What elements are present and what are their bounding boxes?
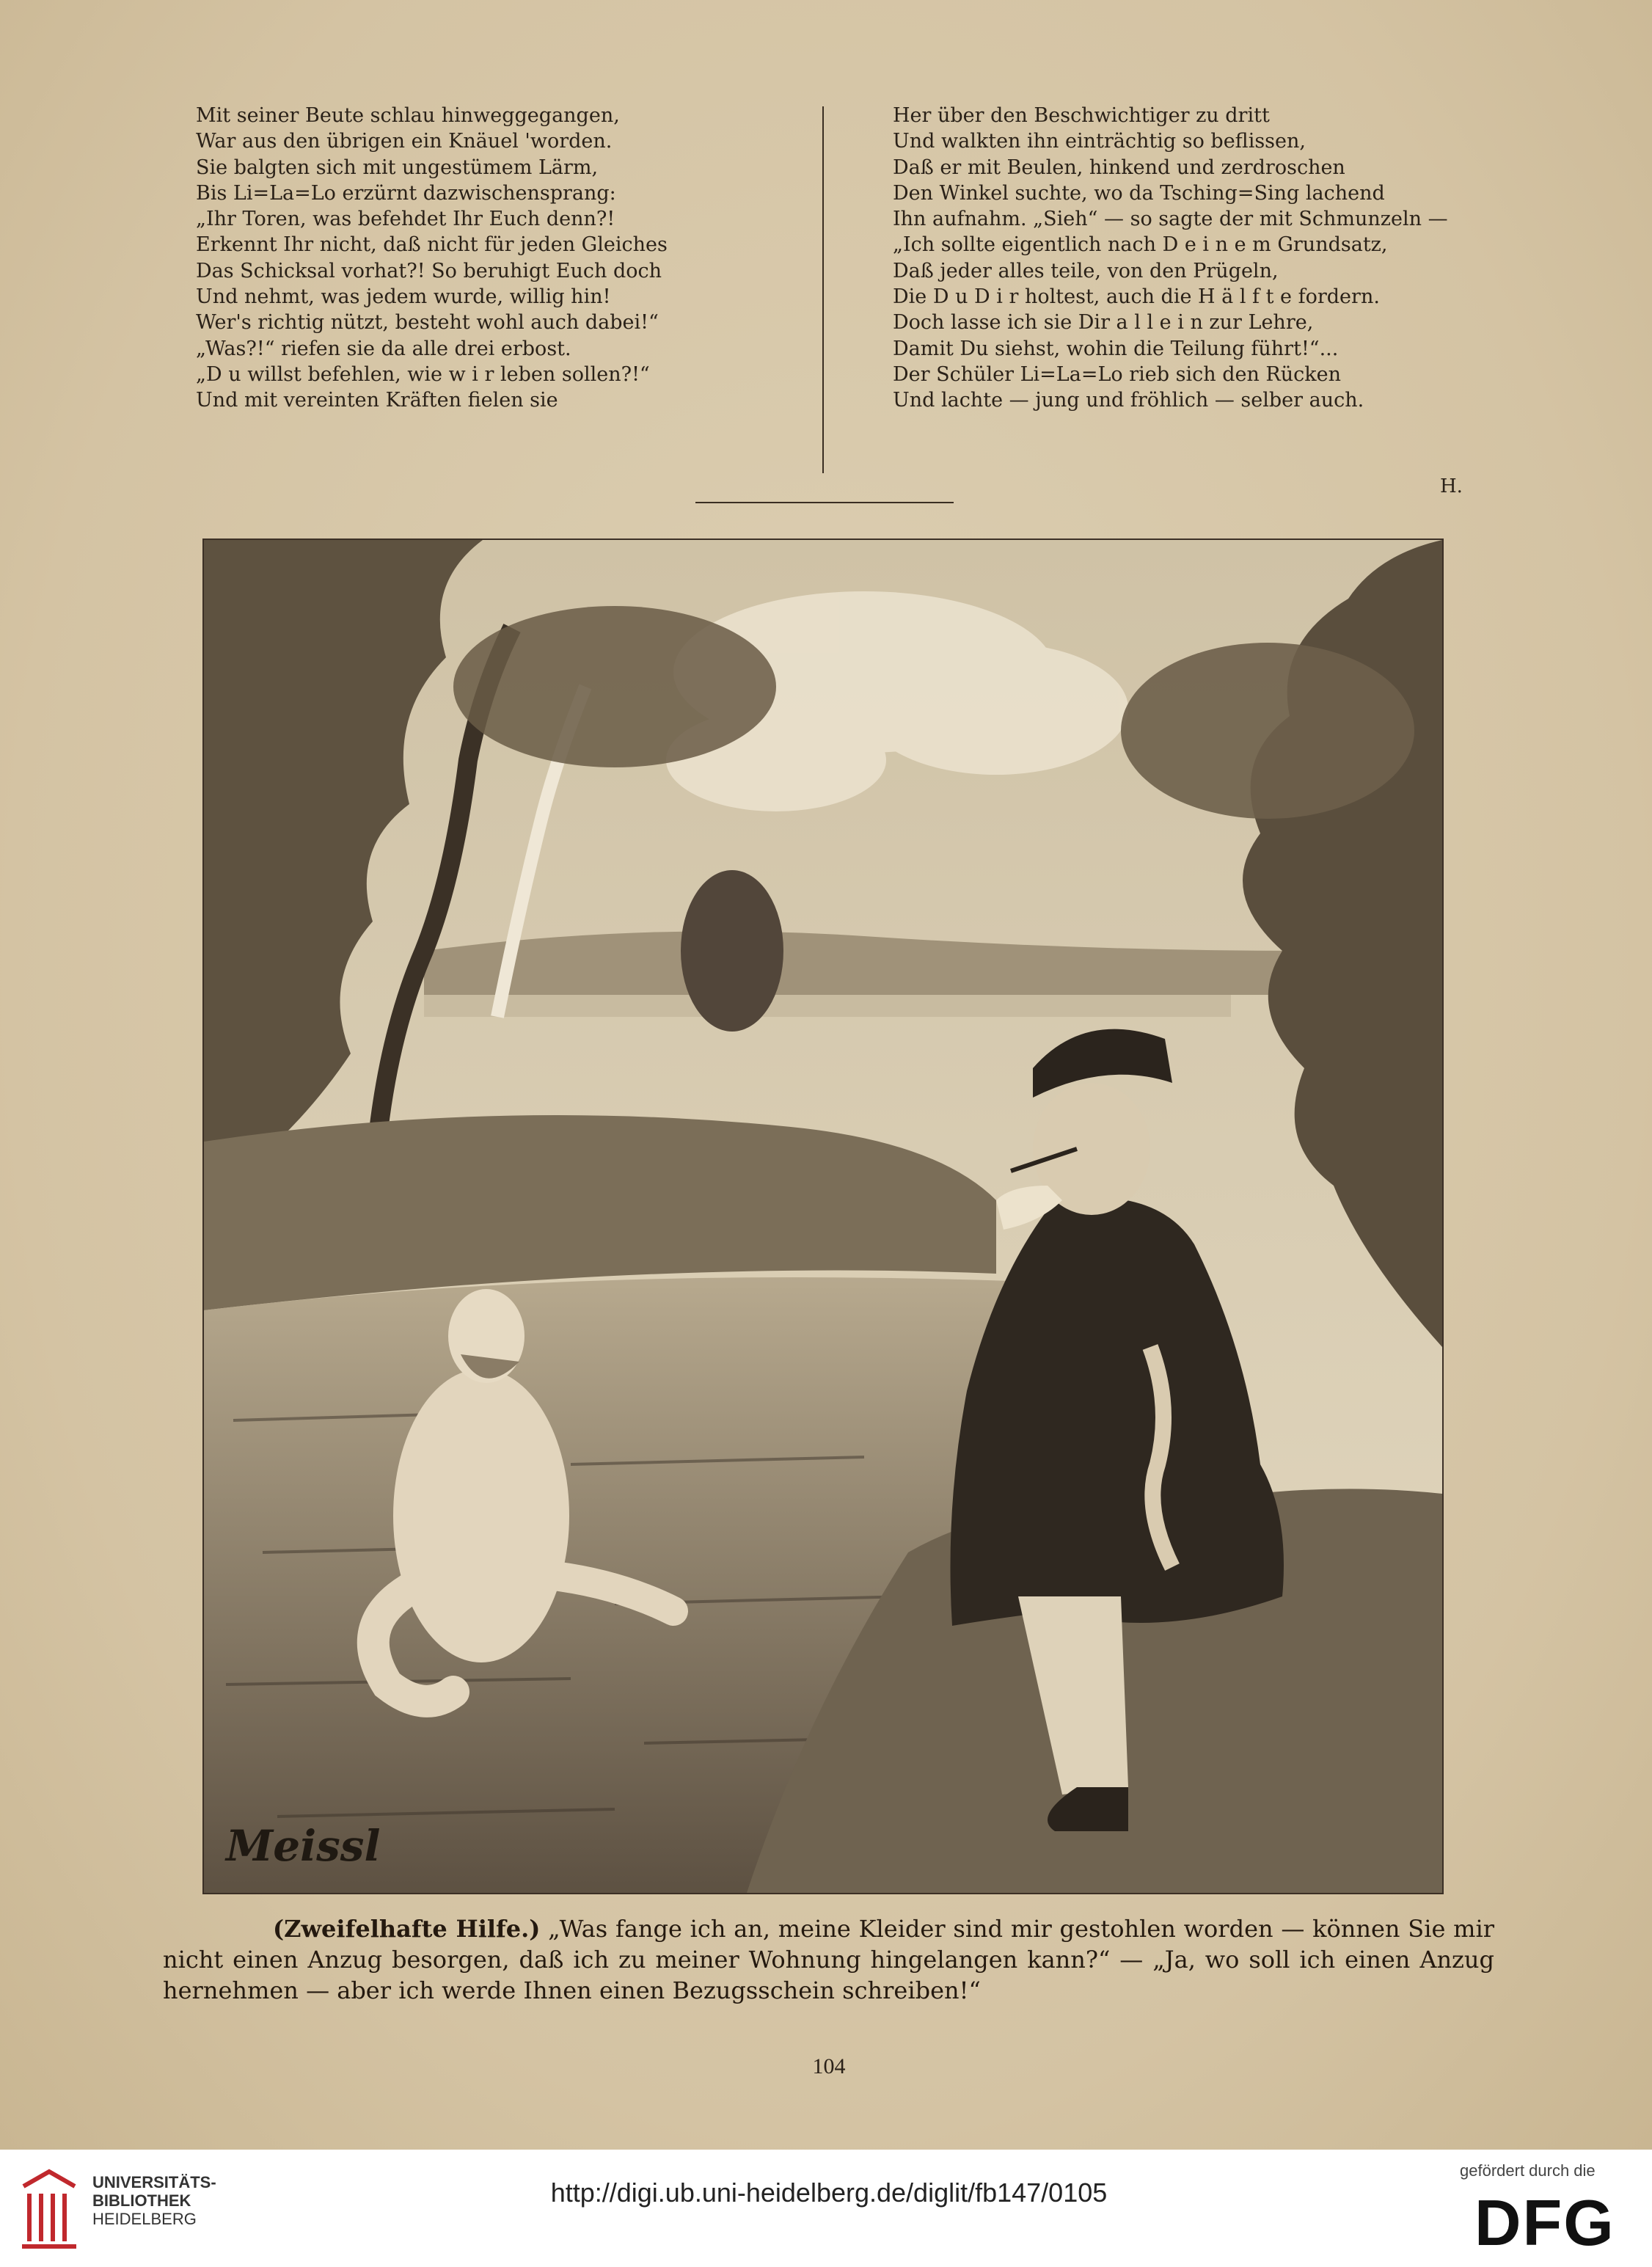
poem-line: Und walkten ihn einträchtig so beflissen,: [893, 130, 1306, 153]
library-name-line: UNIVERSITÄTS-: [92, 2173, 216, 2191]
poem-line: Und nehmt, was jedem wurde, willig hin!: [196, 285, 611, 309]
poem-line: Die D u D i r holtest, auch die H ä l f t e fordern.: [893, 285, 1380, 309]
poem-line: Mit seiner Beute schlau hinweggegangen,: [196, 104, 620, 127]
poem-line: War aus den übrigen ein Knäuel 'worden.: [196, 130, 613, 153]
poem-line: Erkennt Ihr nicht, daß nicht für jeden Gleiches: [196, 233, 668, 257]
artist-signature: Meissl: [226, 1821, 381, 1871]
permalink-url[interactable]: http://digi.ub.uni-heidelberg.de/diglit/fb147/0105: [550, 2177, 1108, 2208]
column-divider: [822, 106, 824, 473]
library-name: [92, 2173, 216, 2228]
library-name-line: BIBLIOTHEK: [92, 2191, 191, 2210]
page-number: 104: [812, 2054, 846, 2078]
poem-line: Ihn aufnahm. „Sieh“ — so sagte der mit Schmunzeln —: [893, 208, 1448, 231]
poem-line: Der Schüler Li=La=Lo rieb sich den Rücken: [893, 362, 1341, 386]
horizon-plain: [424, 995, 1231, 1017]
poem-line: Her über den Beschwichtiger zu dritt: [893, 104, 1270, 127]
poem-line: „D u willst befehlen, wie w i r leben sollen?!“: [196, 362, 650, 386]
poem-left-column: [196, 103, 819, 414]
poem-right-column: [893, 103, 1494, 414]
cartoon-illustration: [202, 539, 1444, 1894]
section-end-rule: [695, 502, 954, 503]
poem-line: Und lachte — jung und fröhlich — selber auch.: [893, 389, 1364, 412]
poem-line: Das Schicksal vorhat?! So beruhigt Euch doch: [196, 259, 662, 282]
caption-text: „Was fange ich an, meine Kleider sind mir gestohlen worden — können Sie mir nicht einen Anzug besorgen, daß ich zu meiner Wohnung hingelangen kann?“ — „Ja, wo soll ich einen Anzug hernehmen — aber ich werde Ihnen einen Bezugsschein schreiben!“: [163, 1915, 1494, 2004]
poem-line: Doch lasse ich sie Dir a l l e i n zur Lehre,: [893, 311, 1314, 335]
poem-line: Wer's richtig nützt, besteht wohl auch dabei!“: [196, 311, 659, 335]
poem-line: Sie balgten sich mit ungestümem Lärm,: [196, 156, 599, 179]
poem-line: Und mit vereinten Kräften fielen sie: [196, 389, 558, 412]
poem-line: „Ich sollte eigentlich nach D e i n e m Grundsatz,: [893, 233, 1388, 257]
poem-line: „Ihr Toren, was befehdet Ihr Euch denn?!: [196, 208, 615, 231]
poem-line: Daß er mit Beulen, hinkend und zerdroschen: [893, 156, 1345, 179]
caption-title: (Zweifelhafte Hilfe.): [273, 1915, 541, 1943]
poem-line: Daß jeder alles teile, von den Prügeln,: [893, 259, 1279, 282]
poem-line: Bis Li=La=Lo erzürnt dazwischensprang:: [196, 181, 616, 205]
poem-line: „Was?!“ riefen sie da alle drei erbost.: [196, 337, 571, 360]
poem-line: Damit Du siehst, wohin die Teilung führt!“...: [893, 337, 1339, 360]
dfg-logo: DFG: [1474, 2186, 1615, 2259]
university-library-logo-icon: [16, 2164, 82, 2252]
library-name-line: HEIDELBERG: [92, 2210, 197, 2228]
author-initial: H.: [1440, 475, 1463, 497]
poem-line: Den Winkel suchte, wo da Tsching=Sing lachend: [893, 181, 1385, 205]
viewer-footer: [0, 2150, 1652, 2267]
illustration-caption: [163, 1913, 1494, 2006]
funding-label: gefördert durch die: [1460, 2161, 1596, 2180]
